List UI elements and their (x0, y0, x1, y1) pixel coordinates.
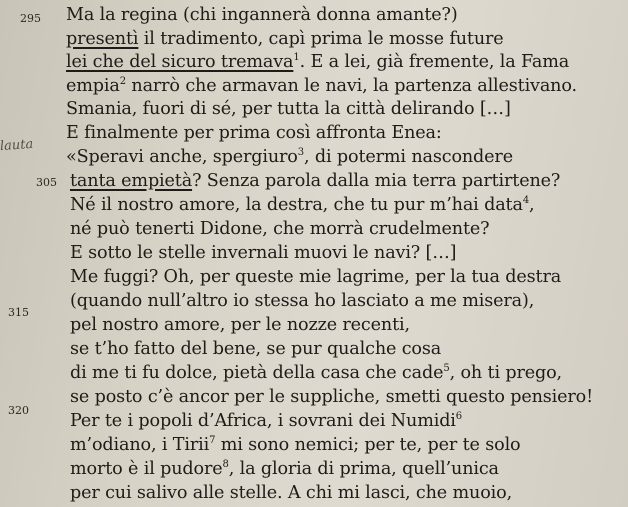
verse-line: per cui salivo alle stelle. A chi mi lasci, che muoio, (70, 483, 513, 503)
line-number-320: 320 (8, 404, 29, 417)
verse-line: Me fuggi? Oh, per queste mie lagrime, per la tua destra (70, 267, 562, 287)
verse-line: Ma la regina (chi ingannerà donna amante?) (66, 5, 458, 25)
verse-line: presentì il tradimento, capì prima le mosse future (66, 29, 504, 49)
verse-line: se posto c’è ancor per le suppliche, smetti questo pensiero! (70, 387, 594, 407)
verse-line: tanta empietà? Senza parola dalla mia terra partirtene? (70, 171, 561, 191)
verse-line: E sotto le stelle invernali muovi le navi? […] (70, 243, 457, 263)
verse-line: empia$^2$ narrò che armavan le navi, la partenza allestivano. (66, 76, 577, 96)
verse-line: (quando null’altro io stessa ho lasciato a me misera), (70, 291, 535, 311)
verse-line: «Speravi anche, spergiuro$^3$, di potermi nascondere (66, 147, 513, 167)
verse-line: di me ti fu dolce, pietà della casa che cade$^5$, oh ti prego, (70, 363, 563, 383)
verse-line: né può tenerti Didone, che morrà crudelmente? (70, 219, 490, 239)
line-number-305: 305 (36, 176, 57, 189)
verse-line: se t’ho fatto del bene, se pur qualche cosa (70, 339, 442, 359)
verse-line: lei che del sicuro tremava$^1$. E a lei, già fremente, la Fama (66, 52, 570, 72)
verse-line: Smania, fuori di sé, per tutta la città delirando […] (66, 99, 511, 119)
verse-line: m’odiano, i Tirii$^7$ mi sono nemici; per te, per te solo (70, 435, 521, 455)
line-number-315: 315 (8, 306, 29, 319)
verse-line: E finalmente per prima così affronta Enea: (66, 123, 442, 143)
handwritten-margin-note: lauta (0, 136, 34, 155)
verse-line: Per te i popoli d’Africa, i sovrani dei Numidi$^6$ (70, 411, 463, 431)
line-number-295: 295 (20, 12, 41, 25)
verse-line: Né il nostro amore, la destra, che tu pur m’hai data$^4$, (70, 195, 535, 215)
verse-line: morto è il pudore$^8$, la gloria di prima, quell’unica (70, 459, 499, 479)
verse-line: pel nostro amore, per le nozze recenti, (70, 315, 410, 335)
